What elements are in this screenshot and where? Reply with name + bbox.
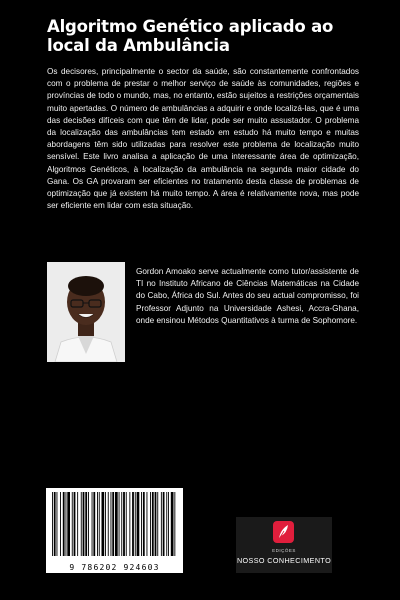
isbn-number: 9 786202 924603 <box>69 563 160 572</box>
barcode-bar <box>135 492 136 556</box>
barcode-bars <box>46 488 183 560</box>
barcode-bar <box>85 492 87 556</box>
book-description: Os decisores, principalmente o sector da saúde, são constantemente confrontados com o problema de prestar o melhor serviço de saúde às comunidades, regiões e províncias de todo o mundo, mas, no entanto, estão sujeitos a restrições orçamentais muito apertadas. O número de ambulâncias a adquirir e onde localizá-las, que é uma das decisões difíceis com que têm de lidar, pode ser muito assustador. O problema da localização das ambulâncias tem estado em estudo há muito tempo e muitas abordagens têm sido utilizadas para resolver este problema de localização muito sensível. Este livro analisa a aplicação de uma interessante área de optimização, Algoritmos Genéticos, à localização da ambulância na segunda maior cidade do Gana. Os GA provaram ser eficientes no tratamento desta classe de problemas de optimização que já existem há muito tempo. A área é relativamente nova, mas pode ser eficiente em lidar com esta situação. <box>47 67 359 211</box>
barcode-bar <box>63 492 65 556</box>
barcode-bar <box>132 492 134 556</box>
barcode-bar <box>57 492 58 556</box>
barcode-bar <box>123 492 125 556</box>
barcode-bar <box>152 492 154 556</box>
barcode-bar <box>54 492 56 556</box>
quill-logo-icon <box>273 521 294 543</box>
barcode-bar <box>93 492 95 556</box>
barcode-bar <box>157 492 158 556</box>
barcode-bar <box>88 492 89 556</box>
publisher-logo-block <box>236 517 332 573</box>
barcode-bar <box>141 492 142 556</box>
barcode-bar <box>111 492 112 556</box>
barcode-bar <box>121 492 122 556</box>
barcode-bar <box>147 492 148 556</box>
barcode-bar <box>105 492 106 556</box>
barcode-bar <box>119 492 120 556</box>
barcode-bar <box>92 492 93 556</box>
barcode-bar <box>171 492 174 556</box>
barcode-bar <box>115 492 118 556</box>
barcode-bar <box>108 492 109 556</box>
barcode-bar <box>150 492 151 556</box>
barcode-bar <box>60 492 61 556</box>
barcode-bar <box>83 492 85 556</box>
barcode-bar <box>137 492 140 556</box>
barcode-bar <box>155 492 157 556</box>
barcode-bar <box>163 492 165 556</box>
barcode-bar <box>174 492 175 556</box>
barcode-bar <box>67 492 70 556</box>
barcode-bar <box>97 492 98 556</box>
publisher-prefix: EDIÇÕES <box>272 548 296 553</box>
author-photo <box>47 262 125 362</box>
barcode-bar <box>77 492 78 556</box>
barcode-bar <box>143 492 145 556</box>
barcode-bar <box>66 492 67 556</box>
barcode-bar <box>52 492 53 556</box>
author-bio: Gordon Amoako serve actualmente como tutor/assistente de TI no Instituto Africano de Ciências Matemáticas na Cidade do Cabo, África do Sul. Antes do seu actual compromisso, foi Professor Adjunto na Universidade Ashesi, Accra-Ghana, onde ensinou Métodos Quantitativos à turma de Sophomore. <box>136 267 359 325</box>
barcode-bar <box>74 492 76 556</box>
isbn-barcode <box>46 488 183 573</box>
barcode-bar <box>161 492 162 556</box>
barcode-bar <box>102 492 105 556</box>
book-title: Algoritmo Genético aplicado ao local da Ambulância <box>47 17 334 55</box>
barcode-bar <box>81 492 82 556</box>
publisher-name: NOSSO CONHECIMENTO <box>236 556 332 565</box>
barcode-bar <box>168 492 169 556</box>
barcode-bar <box>126 492 127 556</box>
barcode-bar <box>112 492 114 556</box>
barcode-bar <box>72 492 73 556</box>
barcode-bar <box>99 492 100 556</box>
barcode-bar <box>166 492 167 556</box>
barcode-bar <box>129 492 130 556</box>
